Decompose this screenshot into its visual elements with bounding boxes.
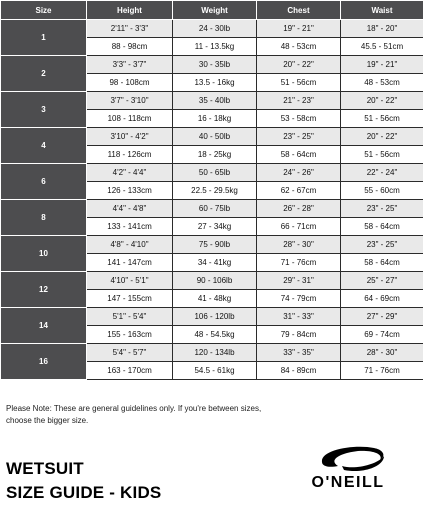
header-weight: Weight bbox=[173, 1, 257, 20]
weight-metric-cell: 48 - 54.5kg bbox=[173, 326, 257, 344]
height-metric-cell: 147 - 155cm bbox=[87, 290, 173, 308]
weight-imperial-cell: 35 - 40lb bbox=[173, 92, 257, 110]
table-row bbox=[1, 92, 423, 110]
waist-metric-cell: 51 - 56cm bbox=[341, 110, 423, 128]
size-cell: 10 bbox=[1, 236, 87, 272]
table-row bbox=[1, 128, 423, 146]
weight-imperial-cell: 50 - 65lb bbox=[173, 164, 257, 182]
height-metric-cell: 133 - 141cm bbox=[87, 218, 173, 236]
chest-imperial-cell: 29" - 31" bbox=[257, 272, 341, 290]
chest-imperial-cell: 31" - 33" bbox=[257, 308, 341, 326]
size-cell: 3 bbox=[1, 92, 87, 128]
chest-metric-cell: 79 - 84cm bbox=[257, 326, 341, 344]
waist-metric-cell: 45.5 - 51cm bbox=[341, 38, 423, 56]
size-cell: 6 bbox=[1, 164, 87, 200]
size-cell: 14 bbox=[1, 308, 87, 344]
chest-metric-cell: 74 - 79cm bbox=[257, 290, 341, 308]
waist-imperial-cell: 25" - 27" bbox=[341, 272, 423, 290]
oneill-wave-icon bbox=[280, 444, 416, 476]
weight-imperial-cell: 40 - 50lb bbox=[173, 128, 257, 146]
height-metric-cell: 126 - 133cm bbox=[87, 182, 173, 200]
size-cell: 1 bbox=[1, 20, 87, 56]
height-metric-cell: 108 - 118cm bbox=[87, 110, 173, 128]
title-line-1: WETSUIT bbox=[6, 459, 84, 478]
height-imperial-cell: 3'10" - 4'2" bbox=[87, 128, 173, 146]
weight-imperial-cell: 60 - 75lb bbox=[173, 200, 257, 218]
table-row bbox=[1, 164, 423, 182]
note-text: Please Note: These are general guidelines only. If you're between sizes, choose the bigger size. bbox=[6, 404, 262, 425]
chest-imperial-cell: 26" - 28" bbox=[257, 200, 341, 218]
waist-metric-cell: 48 - 53cm bbox=[341, 74, 423, 92]
header-height: Height bbox=[87, 1, 173, 20]
oneill-logo bbox=[280, 444, 416, 500]
waist-imperial-cell: 19" - 21" bbox=[341, 56, 423, 74]
waist-imperial-cell: 22" - 24" bbox=[341, 164, 423, 182]
table-row bbox=[1, 236, 423, 254]
waist-metric-cell: 51 - 56cm bbox=[341, 146, 423, 164]
table-row bbox=[1, 308, 423, 326]
height-imperial-cell: 2'11" - 3'3" bbox=[87, 20, 173, 38]
waist-metric-cell: 64 - 69cm bbox=[341, 290, 423, 308]
waist-imperial-cell: 20" - 22" bbox=[341, 128, 423, 146]
waist-metric-cell: 58 - 64cm bbox=[341, 254, 423, 272]
height-imperial-cell: 4'4" - 4'8" bbox=[87, 200, 173, 218]
weight-metric-cell: 34 - 41kg bbox=[173, 254, 257, 272]
header-size: Size bbox=[1, 1, 87, 20]
height-metric-cell: 141 - 147cm bbox=[87, 254, 173, 272]
chest-imperial-cell: 19" - 21" bbox=[257, 20, 341, 38]
chest-imperial-cell: 20" - 22" bbox=[257, 56, 341, 74]
height-metric-cell: 163 - 170cm bbox=[87, 362, 173, 380]
table-row bbox=[1, 20, 423, 38]
weight-metric-cell: 54.5 - 61kg bbox=[173, 362, 257, 380]
table-row bbox=[1, 272, 423, 290]
weight-imperial-cell: 120 - 134lb bbox=[173, 344, 257, 362]
height-metric-cell: 98 - 108cm bbox=[87, 74, 173, 92]
size-cell: 8 bbox=[1, 200, 87, 236]
table-header-row bbox=[1, 1, 423, 20]
height-imperial-cell: 4'10" - 5'1" bbox=[87, 272, 173, 290]
waist-metric-cell: 71 - 76cm bbox=[341, 362, 423, 380]
waist-imperial-cell: 28" - 30" bbox=[341, 344, 423, 362]
chest-metric-cell: 51 - 56cm bbox=[257, 74, 341, 92]
chest-imperial-cell: 33" - 35" bbox=[257, 344, 341, 362]
header-waist: Waist bbox=[341, 1, 423, 20]
size-cell: 4 bbox=[1, 128, 87, 164]
table-row bbox=[1, 344, 423, 362]
weight-imperial-cell: 75 - 90lb bbox=[173, 236, 257, 254]
weight-metric-cell: 18 - 25kg bbox=[173, 146, 257, 164]
height-metric-cell: 118 - 126cm bbox=[87, 146, 173, 164]
weight-metric-cell: 27 - 34kg bbox=[173, 218, 257, 236]
weight-imperial-cell: 106 - 120lb bbox=[173, 308, 257, 326]
chest-imperial-cell: 23" - 25" bbox=[257, 128, 341, 146]
chest-imperial-cell: 21" - 23" bbox=[257, 92, 341, 110]
size-cell: 12 bbox=[1, 272, 87, 308]
table-body bbox=[1, 20, 423, 380]
table-row bbox=[1, 56, 423, 74]
weight-metric-cell: 22.5 - 29.5kg bbox=[173, 182, 257, 200]
height-imperial-cell: 4'8" - 4'10" bbox=[87, 236, 173, 254]
height-imperial-cell: 3'7" - 3'10" bbox=[87, 92, 173, 110]
weight-imperial-cell: 24 - 30lb bbox=[173, 20, 257, 38]
waist-metric-cell: 55 - 60cm bbox=[341, 182, 423, 200]
waist-imperial-cell: 18" - 20" bbox=[341, 20, 423, 38]
chest-metric-cell: 84 - 89cm bbox=[257, 362, 341, 380]
weight-metric-cell: 41 - 48kg bbox=[173, 290, 257, 308]
weight-imperial-cell: 90 - 106lb bbox=[173, 272, 257, 290]
size-cell: 16 bbox=[1, 344, 87, 380]
header-chest: Chest bbox=[257, 1, 341, 20]
waist-metric-cell: 58 - 64cm bbox=[341, 218, 423, 236]
height-imperial-cell: 5'4" - 5'7" bbox=[87, 344, 173, 362]
logo-text: O'NEILL bbox=[311, 474, 385, 491]
title-line-2: SIZE GUIDE - KIDS bbox=[6, 483, 162, 502]
chest-metric-cell: 58 - 64cm bbox=[257, 146, 341, 164]
table-row bbox=[1, 200, 423, 218]
waist-imperial-cell: 27" - 29" bbox=[341, 308, 423, 326]
height-imperial-cell: 3'3" - 3'7" bbox=[87, 56, 173, 74]
chest-imperial-cell: 24" - 26" bbox=[257, 164, 341, 182]
weight-metric-cell: 13.5 - 16kg bbox=[173, 74, 257, 92]
chest-imperial-cell: 28" - 30" bbox=[257, 236, 341, 254]
waist-imperial-cell: 20" - 22" bbox=[341, 92, 423, 110]
height-imperial-cell: 5'1" - 5'4" bbox=[87, 308, 173, 326]
weight-imperial-cell: 30 - 35lb bbox=[173, 56, 257, 74]
height-metric-cell: 88 - 98cm bbox=[87, 38, 173, 56]
chest-metric-cell: 71 - 76cm bbox=[257, 254, 341, 272]
chest-metric-cell: 48 - 53cm bbox=[257, 38, 341, 56]
chest-metric-cell: 66 - 71cm bbox=[257, 218, 341, 236]
waist-metric-cell: 69 - 74cm bbox=[341, 326, 423, 344]
waist-imperial-cell: 23" - 25" bbox=[341, 200, 423, 218]
weight-metric-cell: 11 - 13.5kg bbox=[173, 38, 257, 56]
height-metric-cell: 155 - 163cm bbox=[87, 326, 173, 344]
weight-metric-cell: 16 - 18kg bbox=[173, 110, 257, 128]
page-title bbox=[6, 457, 161, 505]
chest-metric-cell: 53 - 58cm bbox=[257, 110, 341, 128]
waist-imperial-cell: 23" - 25" bbox=[341, 236, 423, 254]
height-imperial-cell: 4'2" - 4'4" bbox=[87, 164, 173, 182]
size-cell: 2 bbox=[1, 56, 87, 92]
chest-metric-cell: 62 - 67cm bbox=[257, 182, 341, 200]
